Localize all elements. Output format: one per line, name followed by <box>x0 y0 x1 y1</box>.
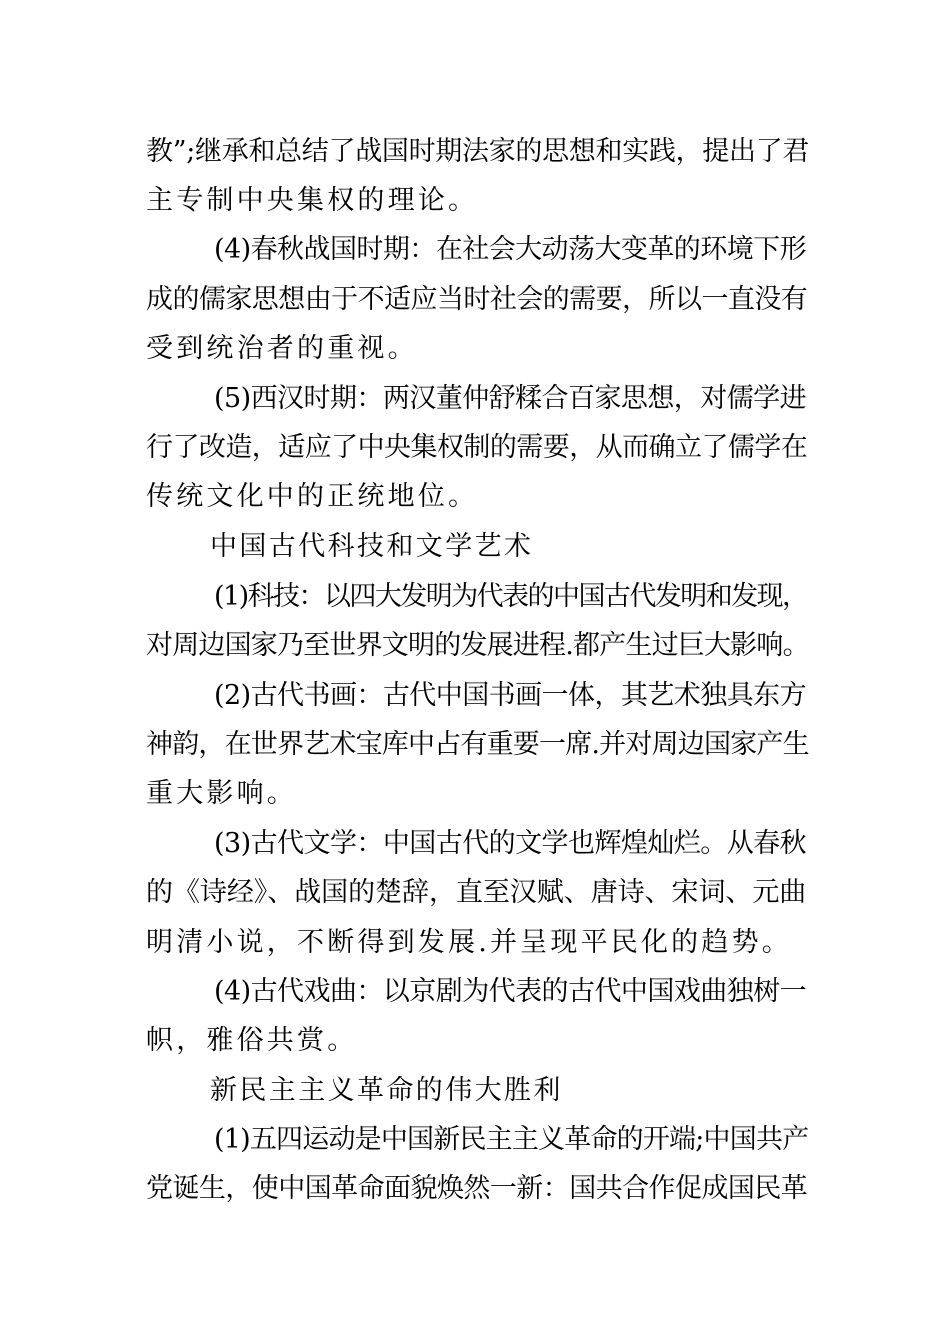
paragraph-line: (1)科技：以四大发明为代表的中国古代发明和发现， <box>214 581 808 612</box>
text-line: 行了改造，适应了中央集权制的需要，从而确立了儒学在 <box>146 432 808 463</box>
section-heading: 中国古代科技和文学艺术 <box>210 531 534 562</box>
text-line: 帜，雅俗共赏。 <box>146 1025 358 1056</box>
paragraph-line: (4)春秋战国时期：在社会大动荡大变革的环境下形 <box>214 234 807 265</box>
section-heading: 新民主主义革命的伟大胜利 <box>210 1075 563 1106</box>
paragraph-line: (4)古代戏曲：以京剧为代表的古代中国戏曲独树一 <box>214 976 807 1007</box>
text-line: 党诞生，使中国革命面貌焕然一新：国共合作促成国民革 <box>146 1173 808 1204</box>
paragraph-line: (2)古代书画：古代中国书画一体，其艺术独具东方 <box>214 680 807 711</box>
text-line: 受到统治者的重视。 <box>146 333 418 364</box>
text-line: 对周边国家乃至世界文明的发展进程.都产生过巨大影响。 <box>146 630 809 661</box>
paragraph-line: (3)古代文学：中国古代的文学也辉煌灿烂。从春秋 <box>214 828 807 859</box>
text-line: 的《诗经》、战国的楚辞，直至汉赋、唐诗、宋词、元曲 <box>146 877 807 908</box>
paragraph-line: (1)五四运动是中国新民主主义革命的开端;中国共产 <box>214 1124 809 1155</box>
text-line: 重大影响。 <box>146 778 297 809</box>
text-line: 教”;继承和总结了战国时期法家的思想和实践，提出了君 <box>146 136 810 167</box>
text-line: 传统文化中的正统地位。 <box>146 481 479 512</box>
text-line: 神韵，在世界艺术宝库中占有重要一席.并对周边国家产生 <box>146 729 809 760</box>
text-line: 明清小说，不断得到发展.并呈现平民化的趋势。 <box>146 927 792 958</box>
text-line: 主专制中央集权的理论。 <box>146 185 479 216</box>
paragraph-line: (5)西汉时期：两汉董仲舒糅合百家思想，对儒学进 <box>214 383 807 414</box>
text-line: 成的儒家思想由于不适应当时社会的需要，所以一直没有 <box>146 284 808 315</box>
